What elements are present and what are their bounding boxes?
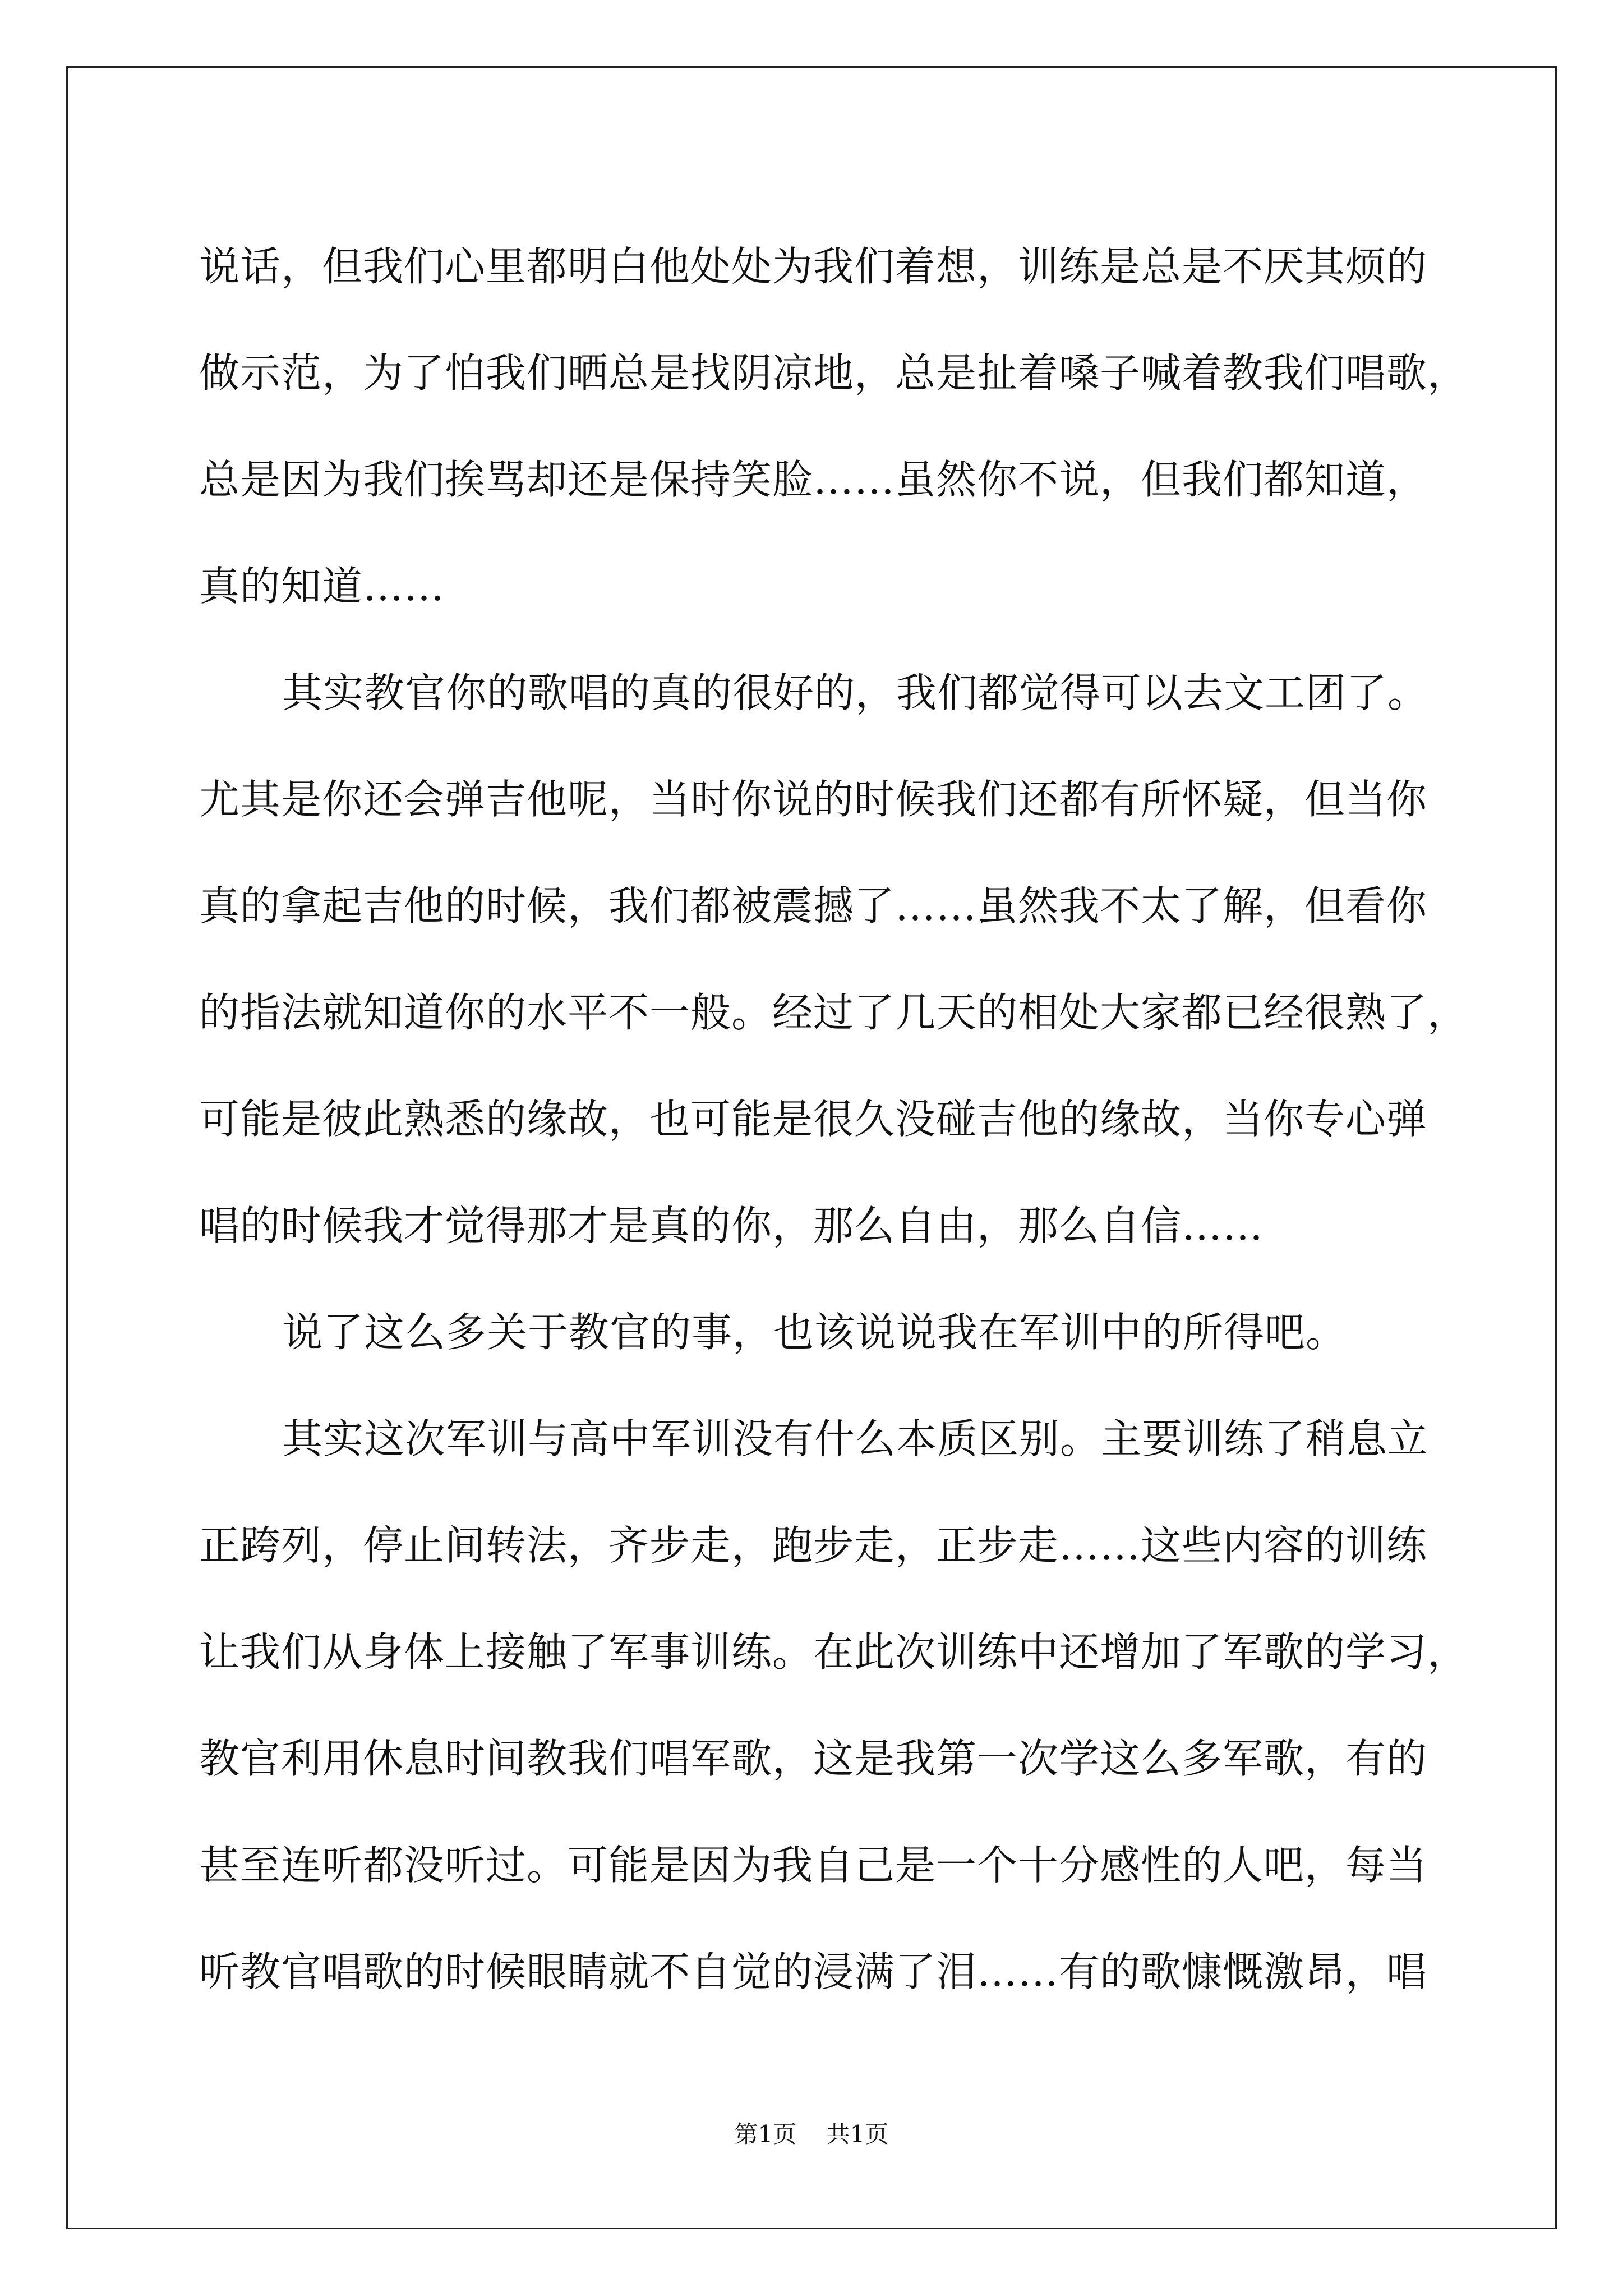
- text-line: 尤其是你还会弹吉他呢，当时你说的时候我们还都有所怀疑，但当你: [199, 776, 1428, 823]
- text-line: 让我们从身体上接触了军事训练。在此次训练中还增加了军歌的学习，: [199, 1628, 1469, 1676]
- text-line: 真的知道……: [199, 563, 445, 610]
- text-line: 说了这么多关于教官的事，也该说说我在军训中的所得吧。: [282, 1309, 1347, 1356]
- text-line: 的指法就知道你的水平不一般。经过了几天的相处大家都已经很熟了，: [199, 989, 1469, 1036]
- page-number-total: 共1页: [826, 2120, 889, 2148]
- text-line: 唱的时候我才觉得那才是真的你，那么自由，那么自信……: [199, 1202, 1264, 1249]
- text-line: 其实教官你的歌唱的真的很好的，我们都觉得可以去文工团了。: [282, 669, 1429, 716]
- page-footer: [0, 2118, 1623, 2151]
- text-line: 总是因为我们挨骂却还是保持笑脸……虽然你不说，但我们都知道，: [199, 456, 1428, 503]
- document-body: [199, 213, 1469, 2025]
- text-line: 其实这次军训与高中军训没有什么本质区别。主要训练了稍息立: [282, 1415, 1429, 1462]
- text-line: 说话，但我们心里都明白他处处为我们着想，训练是总是不厌其烦的: [199, 243, 1428, 290]
- text-line: 做示范，为了怕我们晒总是找阴凉地，总是扯着嗓子喊着教我们唱歌，: [199, 349, 1469, 397]
- text-line: 可能是彼此熟悉的缘故，也可能是很久没碰吉他的缘故，当你专心弹: [199, 1096, 1428, 1143]
- page-number-current: 第1页: [734, 2120, 797, 2148]
- text-line: 教官利用休息时间教我们唱军歌，这是我第一次学这么多军歌，有的: [199, 1735, 1428, 1782]
- text-line: 甚至连听都没听过。可能是因为我自己是一个十分感性的人吧，每当: [199, 1842, 1428, 1889]
- text-line: 真的拿起吉他的时候，我们都被震撼了……虽然我不太了解，但看你: [199, 882, 1428, 930]
- text-line: 正跨列，停止间转法，齐步走，跑步走，正步走……这些内容的训练: [199, 1522, 1428, 1569]
- text-line: 听教官唱歌的时候眼睛就不自觉的浸满了泪……有的歌慷慨激昂，唱: [199, 1948, 1428, 1995]
